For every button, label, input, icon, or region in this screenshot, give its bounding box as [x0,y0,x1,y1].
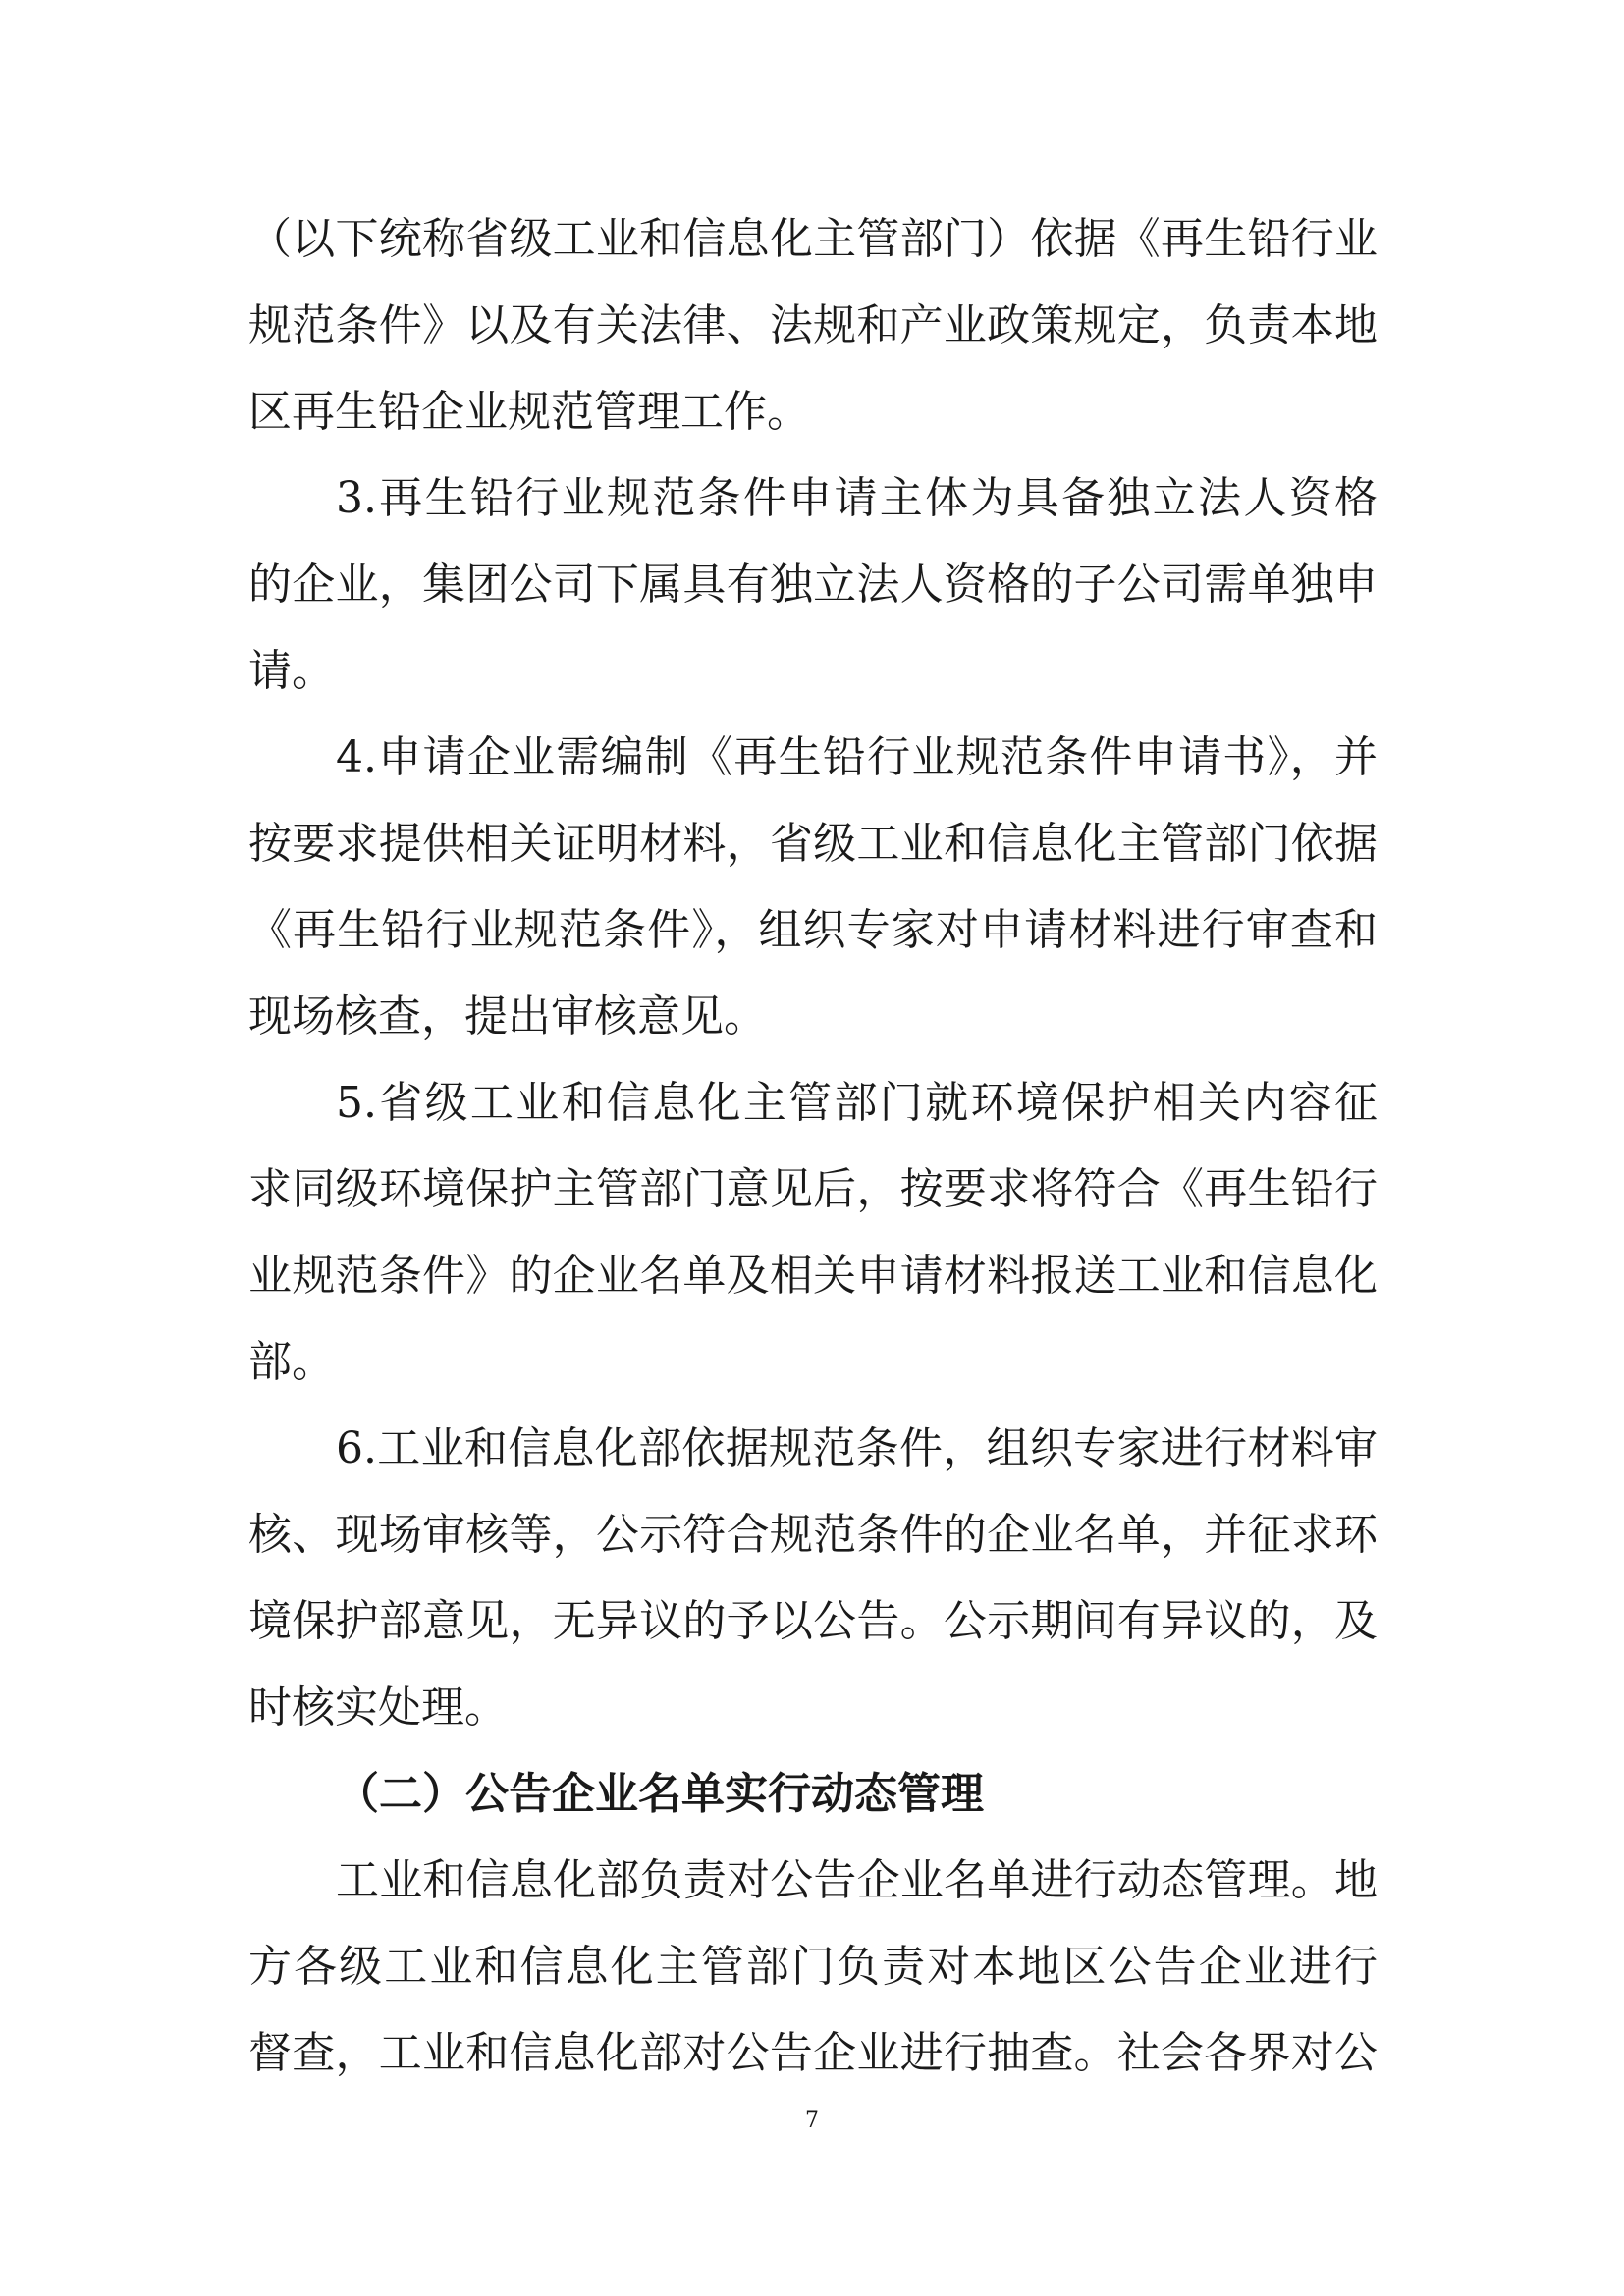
paragraph-line: 4.申请企业需编制《再生铅行业规范条件申请书》，并 [336,732,1378,782]
paragraph-line: 现场核查，提出审核意见。 [248,991,767,1041]
paragraph-line: 的企业，集团公司下属具有独立法人资格的子公司需单独申 [248,560,1378,610]
paragraph-line: 6.工业和信息化部依据规范条件，组织专家进行材料审 [336,1423,1378,1473]
paragraph-line: 3.再生铅行业规范条件申请主体为具备独立法人资格 [336,473,1378,523]
paragraph-line: 按要求提供相关证明材料，省级工业和信息化主管部门依据 [248,819,1378,869]
paragraph-line: 工业和信息化部负责对公告企业名单进行动态管理。地 [336,1855,1378,1905]
paragraph-line: 部。 [248,1337,335,1387]
paragraph-line: 境保护部意见，无异议的予以公告。公示期间有异议的，及 [248,1596,1378,1646]
paragraph-line: （以下统称省级工业和信息化主管部门）依据《再生铅行业 [248,214,1378,264]
paragraph-line: 求同级环境保护主管部门意见后，按要求将符合《再生铅行 [248,1164,1378,1214]
page-number: 7 [805,2109,819,2133]
paragraph-line: 业规范条件》的企业名单及相关申请材料报送工业和信息化 [248,1251,1378,1301]
paragraph-line: 区再生铅企业规范管理工作。 [248,387,810,437]
paragraph-line: 方各级工业和信息化主管部门负责对本地区公告企业进行 [248,1942,1378,1992]
paragraph-line: 督查，工业和信息化部对公告企业进行抽查。社会各界对公 [248,2028,1378,2078]
paragraph-line: 核、现场审核等，公示符合规范条件的企业名单，并征求环 [248,1510,1378,1560]
paragraph-line: 5.省级工业和信息化主管部门就环境保护相关内容征 [336,1078,1378,1128]
paragraph-line: 《再生铅行业规范条件》，组织专家对申请材料进行审查和 [248,905,1378,955]
section-heading: （二）公告企业名单实行动态管理 [336,1769,984,1819]
paragraph-line: 规范条件》以及有关法律、法规和产业政策规定，负责本地 [248,300,1378,350]
paragraph-line: 时核实处理。 [248,1682,508,1733]
paragraph-line: 请。 [248,646,335,696]
